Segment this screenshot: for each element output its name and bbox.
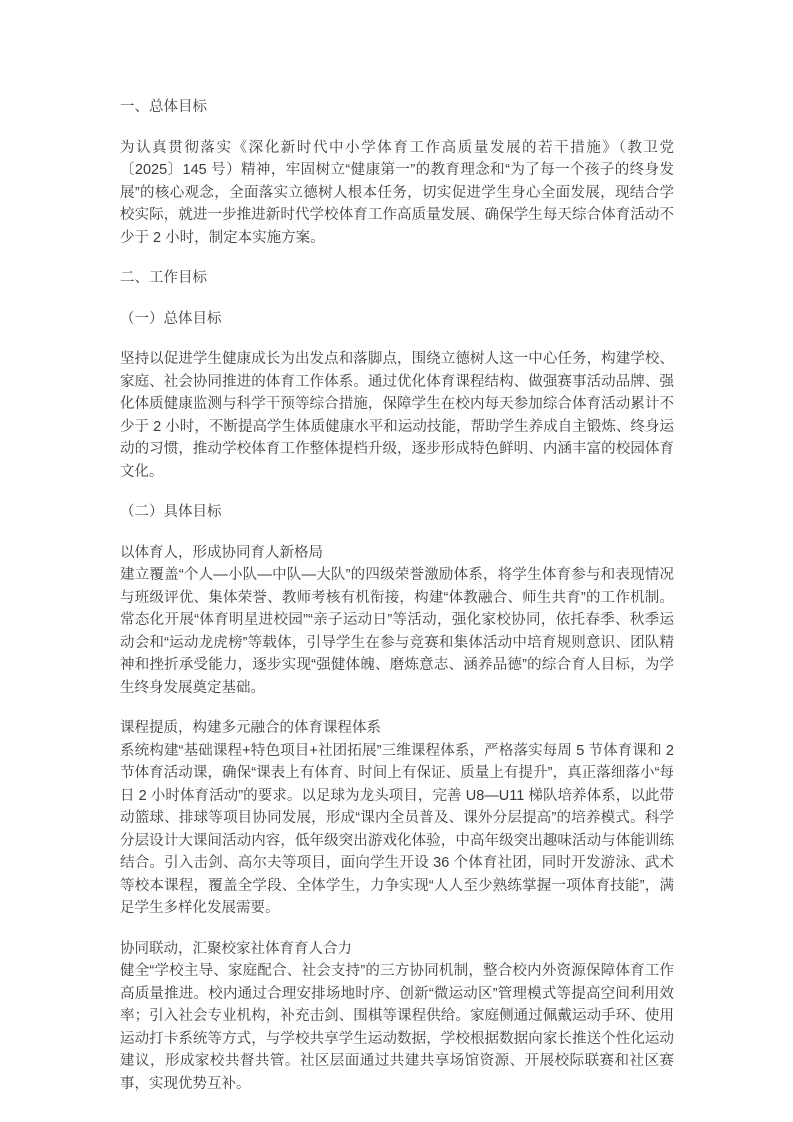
subsection-heading-specific-goals: （二）具体目标	[120, 504, 222, 520]
subsection-heading-general-goal: （一）总体目标	[120, 310, 222, 327]
paragraph-general-goal: 坚持以促进学生健康成长为出发点和落脚点，围绕立德树人这一中心任务，构建学校、家庭、社会协同推进的体育工作体系。通过优化体育课程结构、做强赛事活动品牌、强化体质健康监测与科学干预等综合措施，保障学生在校内每天参加综合体育活动累计不少于 2 小时，不断提高学生体质健康水平和运动技能，帮助学生养成自主锻炼、终身运动的习惯，推动学校体育工作整体提档升级，逐步形成特色鲜明、内涵丰富的校园体育文化。	[120, 351, 674, 480]
paragraph-preamble: 为认真贯彻落实《深化新时代中小学体育工作高质量发展的若干措施》（教卫党〔2025〕145 号）精神，牢固树立“健康第一”的教育理念和“为了每一个孩子的终身发展”的核心观念，全面落实立德树人根本任务，切实促进学生身心全面发展，现结合学校实际，就进一步推进新时代学校体育工作高质量发展、确保学生每天综合体育活动不少于 2 小时，制定本实施方案。	[120, 139, 674, 246]
paragraph-curriculum-quality: 系统构建“基础课程+特色项目+社团拓展”三维课程体系，严格落实每周 5 节体育课和 2 节体育活动课，确保“课表上有体育、时间上有保证、质量上有提升”，真正落细落小“每日 2 小时体育活动”的要求。以足球为龙头项目，完善 U8—U11 梯队培养体系，以此带动篮球、排球等项目协同发展，形成“课内全员普及、课外分层提高”的培养模式。科学分层设计大课间活动内容，低年级突出游戏化体验，中高年级突出趣味活动与体能训练结合。引入击剑、高尔夫等项目，面向学生开设 36 个体育社团，同时开发游泳、武术等校本课程，覆盖全学段、全体学生，力争实现“人人至少熟练掌握一项体育技能”，满足学生多样化发展需要。	[120, 742, 674, 916]
lead-line-school-family-community: 协同联动，汇聚校家社体育育人合力	[120, 940, 352, 957]
paragraph-school-family-community: 健全“学校主导、家庭配合、社会支持”的三方协同机制，整合校内外资源保障体育工作高质量推进。校内通过合理安排场地时序、创新“微运动区”管理模式等提高空间利用效率；引入社会专业机构，补充击剑、围棋等课程供给。家庭侧通过佩戴运动手环、使用运动打卡系统等方式，与学校共享学生运动数据，学校根据数据向家长推送个性化运动建议，形成家校共督共管。社区层面通过共建共享场馆资源、开展校际联赛和社区赛事，实现优势互补。	[120, 963, 674, 1092]
paragraph-education-through-sport: 建立覆盖“个人—小队—中队—大队”的四级荣誉激励体系，将学生体育参与和表现情况与班级评优、集体荣誉、教师考核有机衔接，构建“体教融合、师生共育”的工作机制。常态化开展“体育明星进校园”“亲子运动日”等活动，强化家校协同，依托春季、秋季运动会和“运动龙虎榜”等载体，引导学生在参与竞赛和集体活动中培育规则意识、团队精神和挫折承受能力，逐步实现“强健体魄、磨炼意志、涵养品德”的综合育人目标，为学生终身发展奠定基础。	[120, 567, 674, 696]
document-body	[120, 96, 674, 1113]
section-heading-overall-goal: 一、总体目标	[120, 99, 207, 115]
lead-line-education-through-sport: 以体育人，形成协同育人新格局	[120, 544, 323, 561]
section-heading-work-goals: 二、工作目标	[120, 270, 207, 286]
lead-line-curriculum-quality: 课程提质，构建多元融合的体育课程体系	[120, 720, 381, 736]
